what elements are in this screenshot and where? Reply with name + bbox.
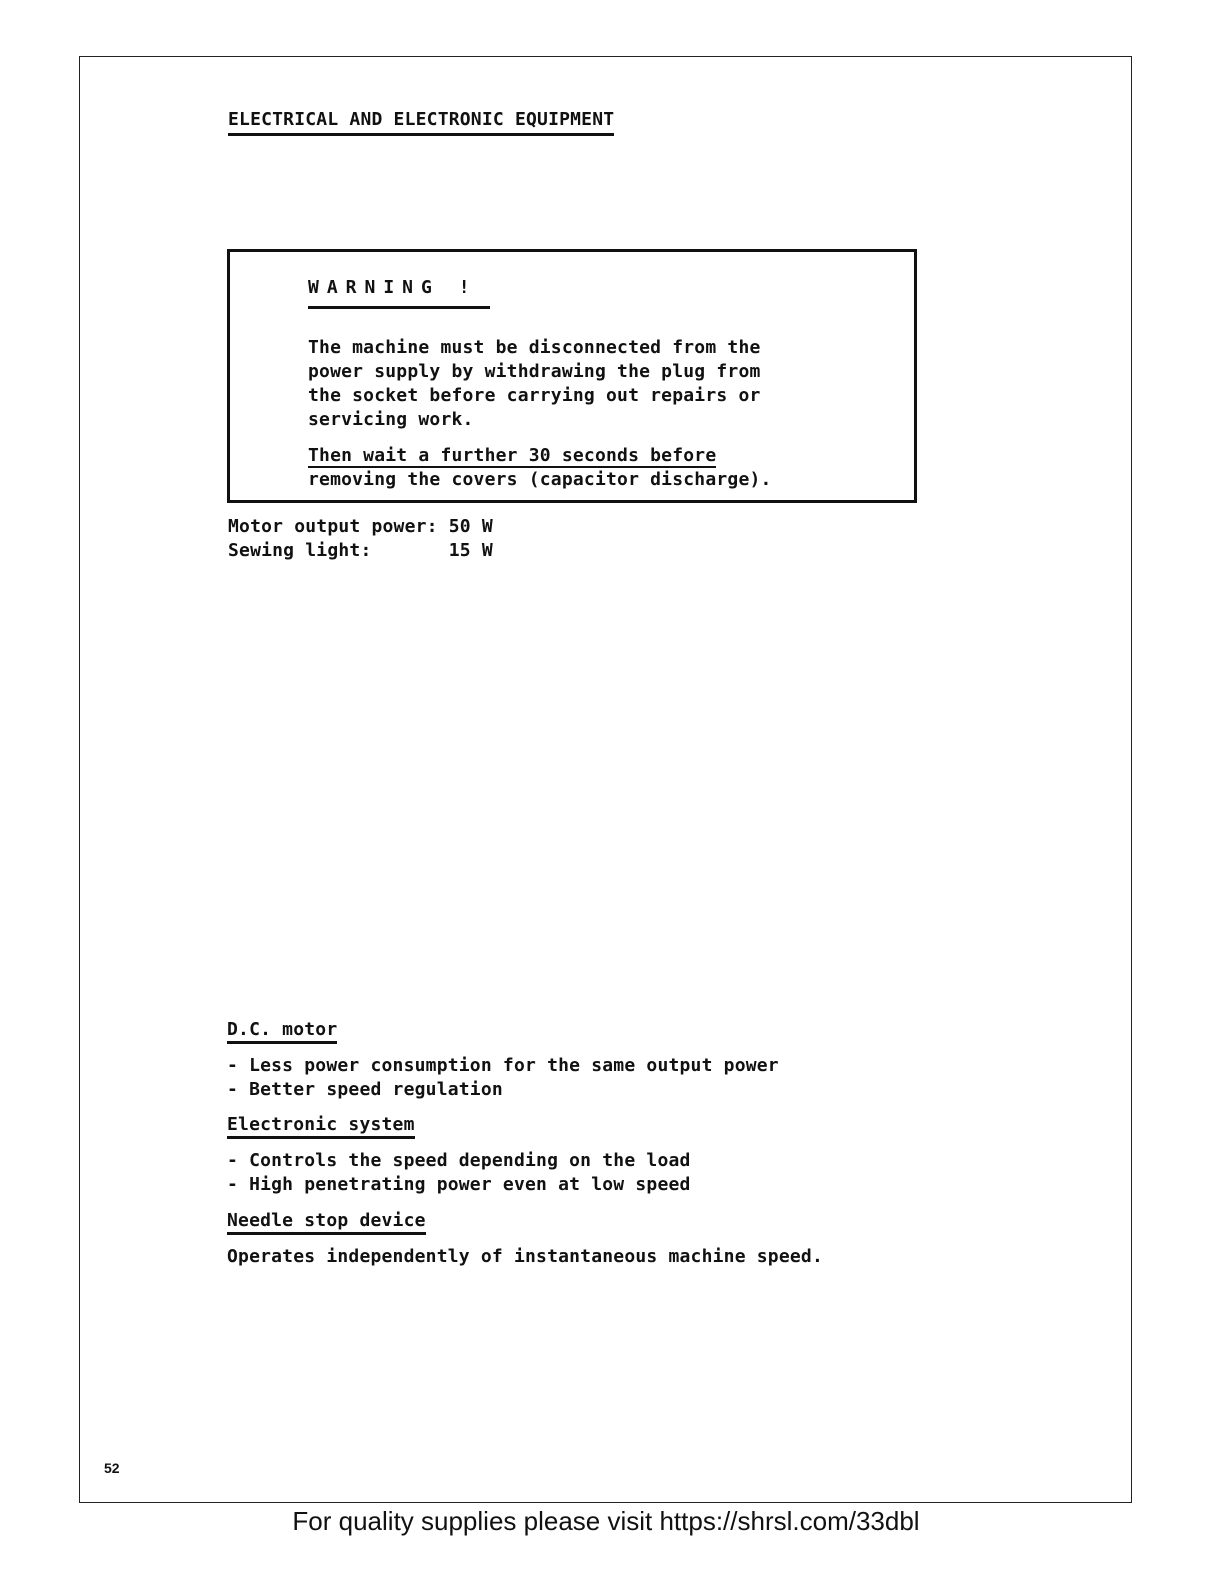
warning-note-line2: removing the covers (capacitor discharge). xyxy=(308,469,772,490)
page-number: 52 xyxy=(104,1460,120,1476)
warning-box xyxy=(227,249,917,503)
warning-note-line1: Then wait a further 30 seconds before xyxy=(308,445,717,466)
warning-title: WARNING ! xyxy=(308,276,490,309)
section-body-dc-motor: - Less power consumption for the same output power - Better speed regulation xyxy=(227,1055,779,1100)
footer-text: For quality supplies please visit https://shrsl.com/33dbl xyxy=(292,1506,920,1536)
section-heading-dc-motor: D.C. motor xyxy=(227,1019,337,1044)
warning-text: The machine must be disconnected from the power supply by withdrawing the plug from the socket before carrying out repairs or servicing work. xyxy=(308,337,761,430)
warning-note xyxy=(308,444,772,492)
power-specs: Motor output power: 50 W Sewing light: 15 W xyxy=(228,516,493,561)
section-heading-electronic-system: Electronic system xyxy=(227,1114,415,1139)
section-heading-needle-stop: Needle stop device xyxy=(227,1210,426,1235)
section-body-needle-stop: Operates independently of instantaneous machine speed. xyxy=(227,1246,823,1267)
page-heading: ELECTRICAL AND ELECTRONIC EQUIPMENT xyxy=(228,108,614,136)
section-body-electronic-system: - Controls the speed depending on the load - High penetrating power even at low speed xyxy=(227,1150,691,1195)
